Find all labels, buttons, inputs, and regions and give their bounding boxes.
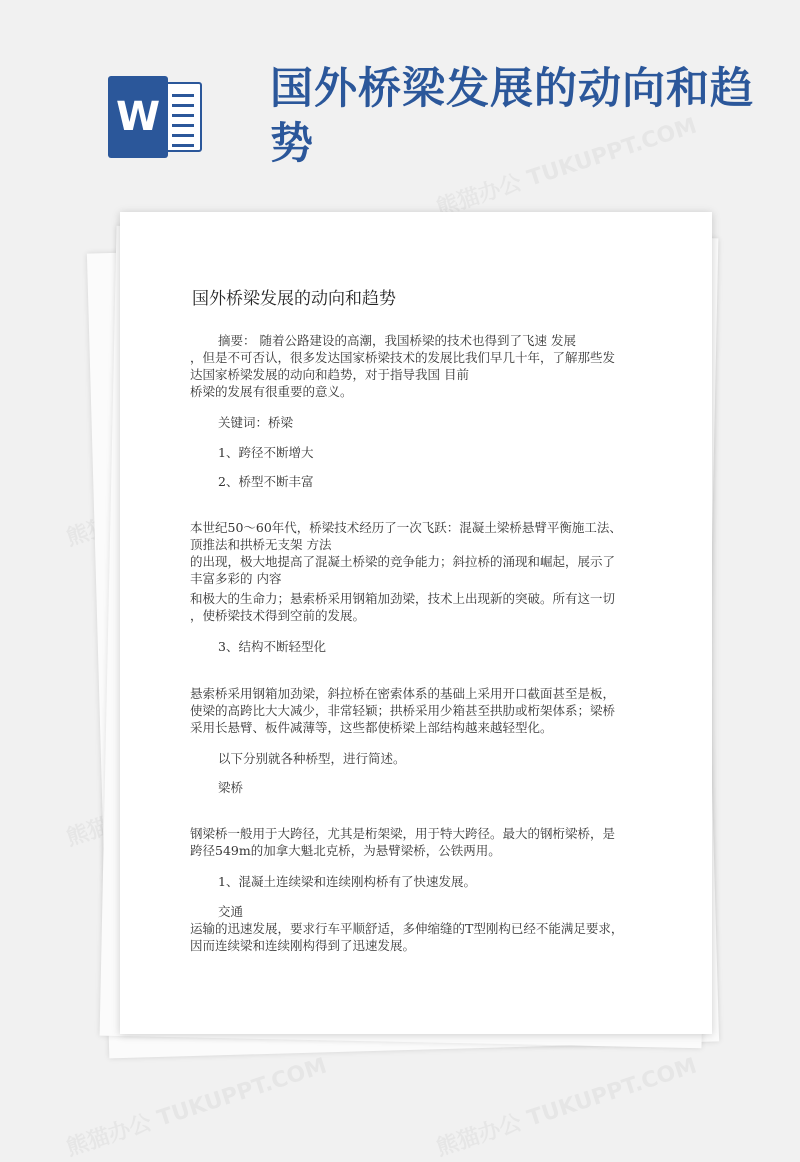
paragraph-line: 采用长悬臂、板件减薄等，这些都使桥梁上部结构越来越轻型化。 — [190, 720, 553, 735]
paragraph-line: 和极大的生命力；悬索桥采用钢箱加劲梁，技术上出现新的突破。所有这一切 — [190, 591, 616, 606]
paragraph-line: 使梁的高跨比大大减少，非常轻颖；拱桥采用少箱甚至拱肋或桁架体系；梁桥 — [190, 703, 616, 718]
list-item: 2、桥型不断丰富 — [218, 474, 314, 489]
abstract-line: 达国家桥梁发展的动向和趋势，对于指导我国 目前 — [190, 367, 469, 382]
list-item: 1、跨径不断增大 — [218, 445, 314, 460]
paragraph-line: 以下分别就各种桥型，进行简述。 — [218, 751, 406, 766]
abstract-line: 桥梁的发展有很重要的意义。 — [190, 384, 353, 399]
page-title: 国外桥梁发展的动向和趋势 — [270, 64, 754, 169]
abstract-line: ，但是不可否认，很多发达国家桥梁技术的发展比我们早几十年，了解那些发 — [190, 350, 616, 365]
document-title: 国外桥梁发展的动向和趋势 — [192, 289, 396, 309]
watermark — [432, 1049, 700, 1162]
list-item: 3、结构不断轻型化 — [218, 639, 326, 654]
list-item: 1、混凝土连续梁和连续刚构桥有了快速发展。 — [218, 874, 476, 889]
paragraph-line: 本世纪50～60年代，桥梁技术经历了一次飞跃：混凝土梁桥悬臂平衡施工法、 — [190, 520, 622, 535]
paragraph-line: 的出现，极大地提高了混凝土桥梁的竞争能力；斜拉桥的涌现和崛起，展示了 — [190, 554, 616, 569]
paragraph-line: 丰富多彩的 内容 — [190, 571, 282, 586]
paragraph-line: 运输的迅速发展，要求行车平顺舒适，多伸缩缝的T型刚构已经不能满足要求， — [190, 921, 624, 936]
document-page — [120, 212, 712, 1034]
abstract-line: 摘要： 随着公路建设的高潮，我国桥梁的技术也得到了飞速 发展 — [218, 333, 576, 348]
section-heading: 梁桥 — [218, 780, 244, 795]
word-logo-icon — [108, 76, 204, 158]
paragraph-line: 跨径549m的加拿大魁北克桥，为悬臂梁桥，公铁两用。 — [190, 843, 501, 858]
word-letter: W — [108, 76, 168, 158]
paragraph-line: 顶推法和拱桥无支架 方法 — [190, 537, 332, 552]
paragraph-line: 钢梁桥一般用于大跨径，尤其是桁架梁，用于特大跨径。最大的钢桁梁桥，是 — [190, 826, 616, 841]
paragraph-line: 悬索桥采用钢箱加劲梁，斜拉桥在密索体系的基础上采用开口截面甚至是板， — [190, 686, 616, 701]
watermark — [62, 1049, 330, 1162]
paragraph-line: ，使桥梁技术得到空前的发展。 — [190, 608, 366, 623]
header — [0, 0, 800, 190]
paragraph-line: 因而连续梁和连续刚构得到了迅速发展。 — [190, 938, 416, 953]
paragraph-line: 交通 — [218, 904, 244, 919]
keywords: 关键词：桥梁 — [218, 415, 294, 430]
